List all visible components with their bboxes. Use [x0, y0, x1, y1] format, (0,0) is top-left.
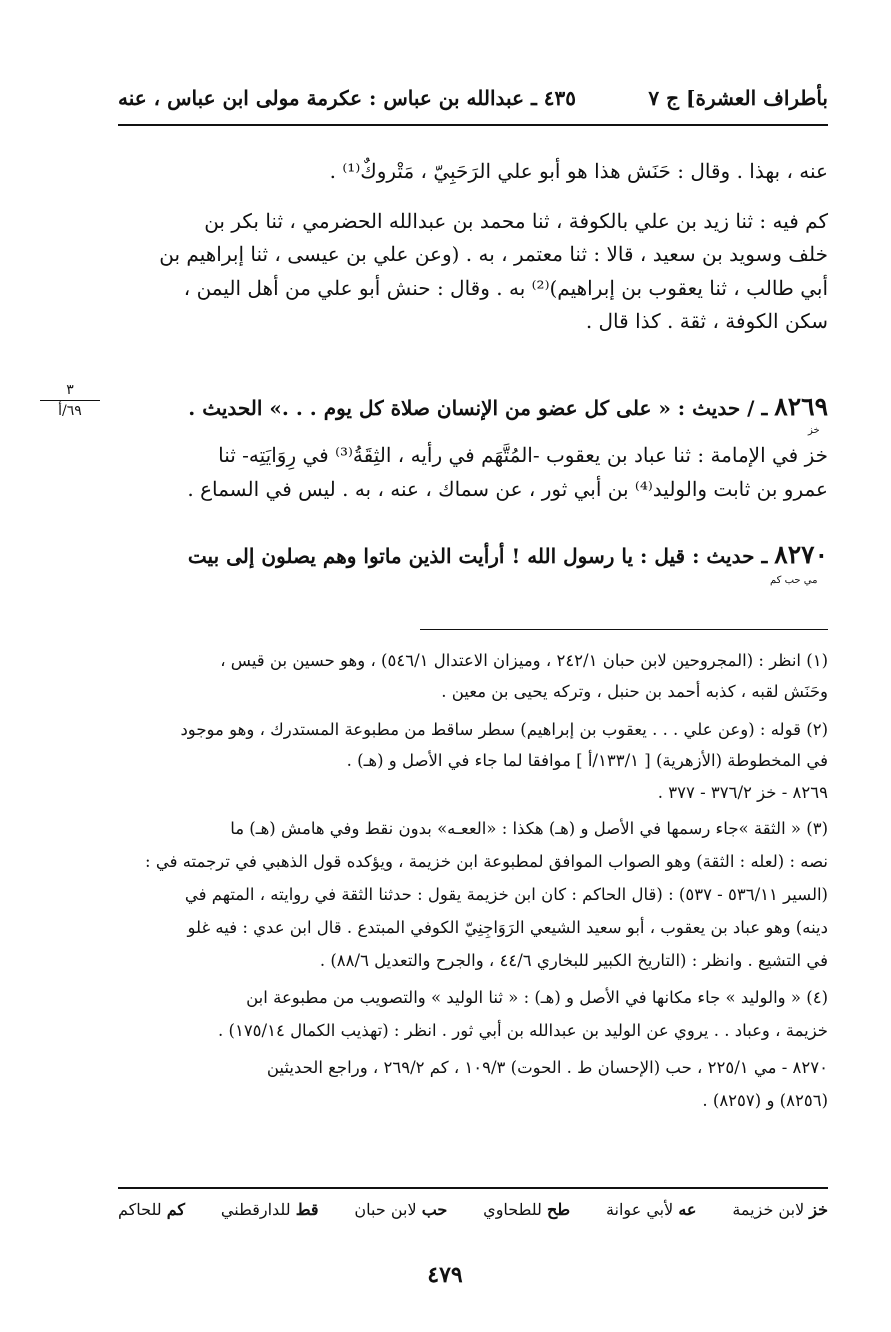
footnote-line: (٣) « الثقة »جاء رسمها في الأصل و (هـ) هكذا : «الععـه» بدون نقط وفي هامش (هـ) ما — [230, 819, 828, 838]
legend-item: طح للطحاوي — [483, 1200, 571, 1219]
footnote-rule — [420, 629, 828, 630]
header-book: بأطراف العشرة] ج ٧ — [648, 86, 828, 110]
margin-note-top: ٣ — [66, 382, 74, 398]
margin-note-bar — [40, 400, 100, 401]
header-rule — [118, 124, 828, 126]
header-chapter: ٤٣٥ ـ عبدالله بن عباس : عكرمة مولى ابن عباس ، عنه — [118, 86, 577, 110]
footnote-line: دينه) وهو عباد بن يعقوب ، أبو سعيد الشيعي الرَوَاجِنِيّ الكوفي المبتدع . قال ابن عدي : فيه غلو — [187, 918, 828, 937]
hadith-title: ـ / حديث : « على كل عضو من الإنسان صلاة كل يوم . . .» الحديث . — [188, 396, 768, 420]
footnote-line: ٨٢٦٩ - خز ٣٧٦/٢ - ٣٧٧ . — [657, 783, 828, 802]
sigla-legend — [118, 1200, 828, 1219]
body-line: سكن الكوفة ، ثقة . كذا قال . — [585, 309, 828, 333]
body-line: خز في الإمامة : ثنا عباد بن يعقوب -المُتَّهَم في رأيه ، الثِقَةُ⁽³⁾ في رِوَايَتِه- ثنا — [218, 443, 828, 467]
running-header — [118, 86, 828, 118]
margin-note-bottom: ٦٩/أ — [58, 403, 82, 419]
body-line: عمرو بن ثابت والوليد⁽⁴⁾ بن أبي ثور ، عن سماك ، عنه ، به . ليس في السماع . — [187, 477, 828, 501]
body-line: أبي طالب ، ثنا يعقوب بن إبراهيم)⁽²⁾ به . وقال : حنش أبو علي من أهل اليمن ، — [183, 276, 828, 300]
footnote-line: ٨٢٧٠ - مي ٢٢٥/١ ، حب (الإحسان ط . الحوت) ١٠٩/٣ ، كم ٢٦٩/٢ ، وراجع الحديثين — [266, 1058, 828, 1077]
legend-item: قط للدارقطني — [220, 1200, 319, 1219]
hadith-sigla: خز — [808, 425, 820, 436]
footnote-line: (السير ٥٣٦/١١ - ٥٣٧) : (قال الحاكم : كان ابن خزيمة يقول : حدثنا الثقة في روايته ، المتهم في — [184, 885, 828, 904]
body-line: خلف وسويد بن سعيد ، قالا : ثنا معتمر ، به . (وعن علي بن عيسى ، ثنا إبراهيم بن — [159, 242, 828, 266]
footnote-line: (٢) قوله : (وعن علي . . . يعقوب بن إبراهيم) سطر ساقط من مطبوعة المستدرك ، وهو موجود — [180, 720, 828, 739]
footnote-line: (١) انظر : (المجروحين لابن حبان ٢٤٢/١ ، وميزان الاعتدال ٥٤٦/١) ، وهو حسين بن قيس ، — [220, 651, 828, 670]
footnote-line: في التشيع . وانظر : (التاريخ الكبير للبخاري ٤٤/٦ ، والجرح والتعديل ٨٨/٦) . — [319, 951, 828, 970]
footnote-line: (٨٢٥٦) و (٨٢٥٧) . — [702, 1091, 828, 1110]
hadith-heading-8270 — [118, 540, 828, 571]
footnote-line: وحَنَش لقبه ، كذبه أحمد بن حنبل ، وتركه يحيى بن معين . — [441, 682, 828, 701]
hadith-sigla: مي حب كم — [770, 575, 818, 586]
legend-item: كم للحاكم — [118, 1200, 186, 1219]
legend-item: خز لابن خزيمة — [732, 1200, 828, 1219]
page-number: ٤٧٩ — [427, 1262, 463, 1288]
hadith-number: ٨٢٧٠ — [774, 540, 828, 569]
footnote-line: (٤) « والوليد » جاء مكانها في الأصل و (هـ) : « ثنا الوليد » والتصويب من مطبوعة ابن — [246, 988, 828, 1007]
margin-note — [40, 382, 100, 419]
legend-rule — [118, 1187, 828, 1189]
legend-item: عه لأبي عوانة — [605, 1200, 697, 1219]
hadith-heading-8269 — [118, 392, 828, 423]
legend-item: حب لابن حبان — [354, 1200, 448, 1219]
footnote-line: نصه : (لعله : الثقة) وهو الصواب الموافق لمطبوعة ابن خزيمة ، ويؤكده قول الذهبي في ترجمته في : — [145, 852, 828, 871]
hadith-title: ـ حديث : قيل : يا رسول الله ! أرأيت الذين ماتوا وهم يصلون إلى بيت — [187, 544, 768, 568]
footnote-line: خزيمة ، وعباد . . يروي عن الوليد بن عبدالله بن أبي ثور . انظر : (تهذيب الكمال ١٧٥/١٤) . — [218, 1021, 828, 1040]
body-line: كم فيه : ثنا زيد بن علي بالكوفة ، ثنا محمد بن عبدالله الحضرمي ، ثنا بكر بن — [204, 209, 828, 233]
body-line: عنه ، بهذا . وقال : حَنَش هذا هو أبو علي الرَحَبِيّ ، مَتْروكٌ⁽¹⁾ . — [329, 159, 828, 183]
footnote-line: في المخطوطة (الأزهرية) [ ١٣٣/١/أ ] موافقا لما جاء في الأصل و (هـ) . — [346, 751, 828, 770]
hadith-number: ٨٢٦٩ — [774, 392, 828, 421]
